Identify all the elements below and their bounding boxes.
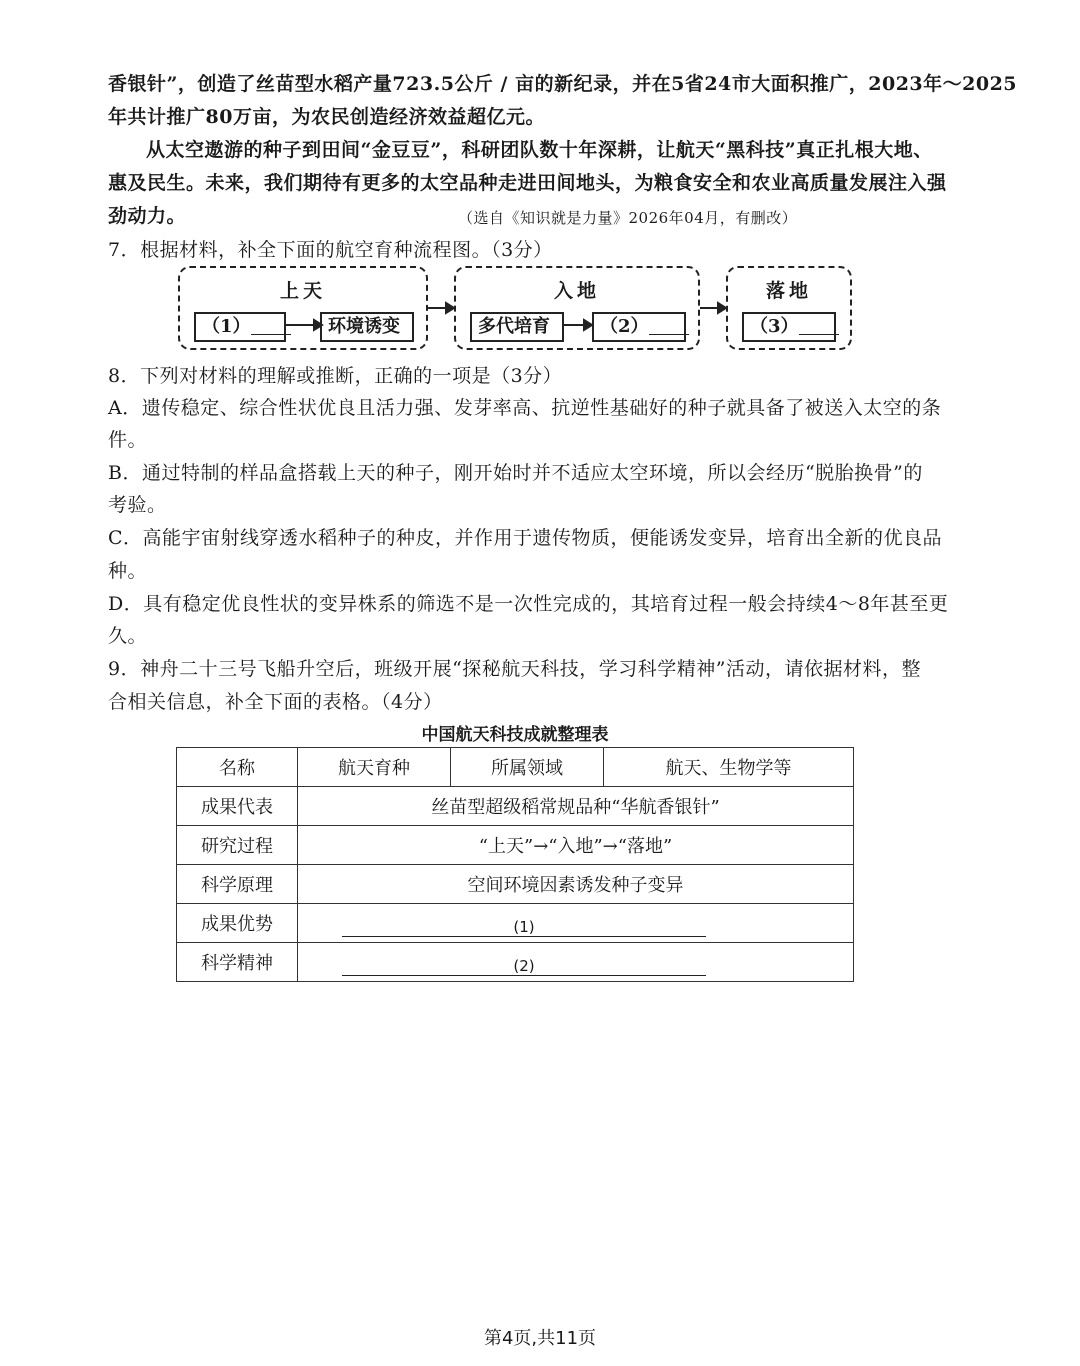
answer-blank-2[interactable]: (2) <box>342 957 706 976</box>
cell-field-label: 所属领域 <box>451 748 604 787</box>
table-row <box>177 787 854 826</box>
table-title: 中国航天科技成就整理表 <box>421 725 609 745</box>
cell-representative-label: 成果代表 <box>177 787 298 826</box>
table-row <box>177 904 854 943</box>
q8-option-c-line1: C．高能宇宙射线穿透水稻种子的种皮，并作用于遗传物质，便能诱发变异，培育出全新的优良品 <box>108 527 943 549</box>
arrow-group-2-3-head <box>718 303 726 313</box>
flow-blank-3-label: （3） <box>750 316 799 337</box>
q8-option-a-line2: 件。 <box>108 429 148 451</box>
arrow-group-1-2-head <box>446 303 454 313</box>
flow-box-cultivation-label: 多代培育 <box>478 316 550 337</box>
cell-advantage-answer[interactable] <box>298 904 854 943</box>
arrow-inner-2-head <box>584 320 592 330</box>
q8-option-b-line2: 考验。 <box>108 494 167 516</box>
cell-spirit-answer[interactable] <box>298 943 854 982</box>
q8-option-b-line1: B．通过特制的样品盒搭载上天的种子，刚开始时并不适应太空环境，所以会经历“脱胎换骨”的 <box>108 462 923 484</box>
q9-stem-line1: 9．神舟二十三号飞船升空后，班级开展“探秘航天科技，学习科学精神”活动，请依据材料，整 <box>108 658 922 680</box>
table-row <box>177 748 854 787</box>
q8-option-a-line1: A．遗传稳定、综合性状优良且活力强、发芽率高、抗逆性基础好的种子就具备了被送入太空的条 <box>108 397 942 419</box>
passage-line-4: 惠及民生。未来，我们期待有更多的太空品种走进田间地头，为粮食安全和农业高质量发展注入强 <box>108 172 947 194</box>
answer-blank-1[interactable]: (1) <box>342 918 706 937</box>
cell-representative-value: 丝苗型超级稻常规品种“华航香银针” <box>298 787 854 826</box>
seed-breeding-flowchart <box>178 266 854 354</box>
cell-advantage-label: 成果优势 <box>177 904 298 943</box>
flow-group-sky-title: 上天 <box>279 280 326 302</box>
table-row <box>177 943 854 982</box>
q9-stem-line2: 合相关信息，补全下面的表格。（4分） <box>108 691 443 713</box>
passage-line-2: 年共计推广80万亩，为农民创造经济效益超亿元。 <box>108 106 545 128</box>
cell-principle-value: 空间环境因素诱发种子变异 <box>298 865 854 904</box>
flow-group-ground-title: 入地 <box>553 280 600 302</box>
arrow-inner-1-head <box>314 320 322 330</box>
cell-principle-label: 科学原理 <box>177 865 298 904</box>
passage-line-1: 香银针”，创造了丝苗型水稻产量723.5公斤 / 亩的新纪录，并在5省24市大面积推广，2023年～2025 <box>108 73 1018 95</box>
table-row <box>177 826 854 865</box>
table-row <box>177 865 854 904</box>
q8-stem: 8．下列对材料的理解或推断，正确的一项是（3分） <box>108 365 563 387</box>
cell-name-value: 航天育种 <box>298 748 451 787</box>
passage-line-5: 劲动力。 <box>108 205 187 227</box>
q8-option-d-line2: 久。 <box>108 625 148 647</box>
passage-source: （选自《知识就是力量》2026年04月，有删改） <box>458 209 798 227</box>
passage-line-3: 从太空遨游的种子到田间“金豆豆”，科研团队数十年深耕，让航天“黑科技”真正扎根大地、 <box>146 139 933 161</box>
cell-field-value: 航天、生物学等 <box>604 748 854 787</box>
cell-process-label: 研究过程 <box>177 826 298 865</box>
q7-stem: 7．根据材料，补全下面的航空育种流程图。（3分） <box>108 239 553 261</box>
cell-spirit-label: 科学精神 <box>177 943 298 982</box>
cell-name-label: 名称 <box>177 748 298 787</box>
q8-option-c-line2: 种。 <box>108 560 148 582</box>
flow-blank-1-label: （1） <box>202 316 251 337</box>
page-number: 第4页,共11页 <box>483 1328 597 1349</box>
cell-process-value: “上天”→“入地”→“落地” <box>298 826 854 865</box>
achievement-table <box>176 747 854 982</box>
q8-option-d-line1: D．具有稳定优良性状的变异株系的筛选不是一次性完成的，其培育过程一般会持续4～8年甚至更 <box>108 593 949 615</box>
flow-blank-2-label: （2） <box>600 316 649 337</box>
flow-group-landing-title: 落地 <box>765 280 812 302</box>
flow-arrows <box>178 266 854 354</box>
flow-box-environment-label: 环境诱变 <box>328 316 400 337</box>
